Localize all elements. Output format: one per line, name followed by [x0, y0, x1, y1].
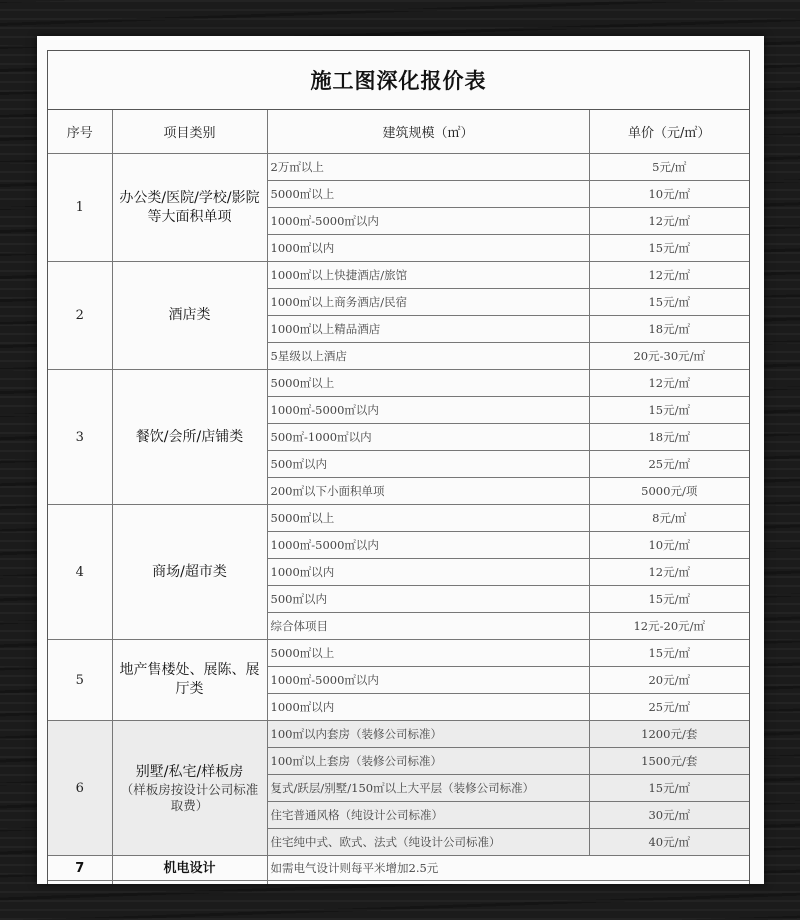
category-cell [112, 721, 267, 856]
category-label: 酒店类 [168, 307, 211, 323]
price-cell: 15元/㎡ [589, 775, 749, 802]
category-label: 商场/超市类 [152, 563, 227, 580]
price-cell: 40元/㎡ [589, 829, 749, 856]
price-cell: 18元/㎡ [589, 424, 749, 451]
scale-cell: 500㎡以内 [267, 586, 589, 613]
header-price: 单价（元/㎡） [589, 110, 749, 154]
scale-cell: 住宅普通风格（纯设计公司标准） [267, 802, 589, 829]
header-scale: 建筑规模（㎡） [267, 110, 589, 154]
category-label: 餐饮/会所/店铺类 [135, 428, 244, 445]
scale-cell: 5000㎡以上 [267, 505, 589, 532]
category-cell [112, 505, 267, 640]
row-number: 5 [48, 640, 112, 721]
document-paper [37, 36, 764, 884]
category-cell [112, 370, 267, 505]
scale-cell: 5000㎡以上 [267, 370, 589, 397]
category-label: 办公类/医院/学校/影院等大面积单项 [119, 189, 260, 225]
price-cell: 15元/㎡ [589, 586, 749, 613]
header-category: 项目类别 [112, 110, 267, 154]
scale-cell: 综合体项目 [267, 613, 589, 640]
scale-cell: 100㎡以内套房（装修公司标准） [267, 721, 589, 748]
scale-cell: 100㎡以上套房（装修公司标准） [267, 748, 589, 775]
price-cell: 12元/㎡ [589, 208, 749, 235]
price-cell: 12元-20元/㎡ [589, 613, 749, 640]
price-cell: 12元/㎡ [589, 262, 749, 289]
row-number: 1 [48, 154, 112, 262]
scale-cell: 1000㎡以内 [267, 559, 589, 586]
table-row [48, 640, 749, 667]
quote-sheet [47, 50, 750, 884]
scale-cell: 500㎡以内 [267, 451, 589, 478]
price-cell: 30元/㎡ [589, 802, 749, 829]
price-cell: 10元/㎡ [589, 181, 749, 208]
price-cell: 10元/㎡ [589, 532, 749, 559]
scale-cell: 1000㎡以上快捷酒店/旅馆 [267, 262, 589, 289]
price-cell: 20元-30元/㎡ [589, 343, 749, 370]
price-cell: 15元/㎡ [589, 289, 749, 316]
price-cell: 8元/㎡ [589, 505, 749, 532]
row-number: 4 [48, 505, 112, 640]
price-cell: 15元/㎡ [589, 397, 749, 424]
table-body [48, 154, 749, 885]
category-label: 别墅/私宅/样板房 [135, 763, 244, 780]
scale-cell: 1000㎡以内 [267, 235, 589, 262]
empty-cell [267, 881, 749, 885]
table-row [48, 505, 749, 532]
row-number: 2 [48, 262, 112, 370]
price-cell: 12元/㎡ [589, 559, 749, 586]
row-number: 6 [48, 721, 112, 856]
scale-cell: 1000㎡-5000㎡以内 [267, 667, 589, 694]
scale-cell: 2万㎡以上 [267, 154, 589, 181]
table-row [48, 370, 749, 397]
table-row-mep [48, 856, 749, 881]
row-number: 3 [48, 370, 112, 505]
scale-cell: 1000㎡以内 [267, 694, 589, 721]
category-cell [112, 262, 267, 370]
price-cell: 25元/㎡ [589, 694, 749, 721]
header-no: 序号 [48, 110, 112, 154]
price-cell: 12元/㎡ [589, 370, 749, 397]
row-number: 7 [48, 856, 112, 881]
price-cell: 15元/㎡ [589, 640, 749, 667]
scale-cell: 1000㎡以上精品酒店 [267, 316, 589, 343]
quote-table [48, 110, 749, 884]
empty-cell [112, 881, 267, 885]
table-row-partial [48, 881, 749, 885]
category-cell [112, 640, 267, 721]
table-row [48, 154, 749, 181]
page-title: 施工图深化报价表 [48, 51, 749, 110]
price-cell: 18元/㎡ [589, 316, 749, 343]
scale-cell: 200㎡以下小面积单项 [267, 478, 589, 505]
scale-cell: 1000㎡-5000㎡以内 [267, 397, 589, 424]
scale-cell: 复式/跃层/别墅/150㎡以上大平层（装修公司标准） [267, 775, 589, 802]
scale-cell: 5000㎡以上 [267, 640, 589, 667]
mep-note: 如需电气设计则每平米增加2.5元 [267, 856, 749, 881]
scale-cell: 1000㎡-5000㎡以内 [267, 208, 589, 235]
scale-cell: 5星级以上酒店 [267, 343, 589, 370]
scale-cell: 5000㎡以上 [267, 181, 589, 208]
scale-cell: 500㎡-1000㎡以内 [267, 424, 589, 451]
price-cell: 5000元/项 [589, 478, 749, 505]
category-label: 地产售楼处、展陈、展厅类 [119, 662, 260, 697]
price-cell: 1200元/套 [589, 721, 749, 748]
scale-cell: 1000㎡-5000㎡以内 [267, 532, 589, 559]
table-row [48, 262, 749, 289]
table-row [48, 721, 749, 748]
scale-cell: 1000㎡以上商务酒店/民宿 [267, 289, 589, 316]
category-cell [112, 154, 267, 262]
price-cell: 20元/㎡ [589, 667, 749, 694]
price-cell: 25元/㎡ [589, 451, 749, 478]
price-cell: 1500元/套 [589, 748, 749, 775]
category-label: 机电设计 [112, 856, 267, 881]
empty-cell [48, 881, 112, 885]
price-cell: 15元/㎡ [589, 235, 749, 262]
scale-cell: 住宅纯中式、欧式、法式（纯设计公司标准） [267, 829, 589, 856]
header-row [48, 110, 749, 154]
category-note: （样板房按设计公司标准取费） [120, 781, 259, 813]
price-cell: 5元/㎡ [589, 154, 749, 181]
